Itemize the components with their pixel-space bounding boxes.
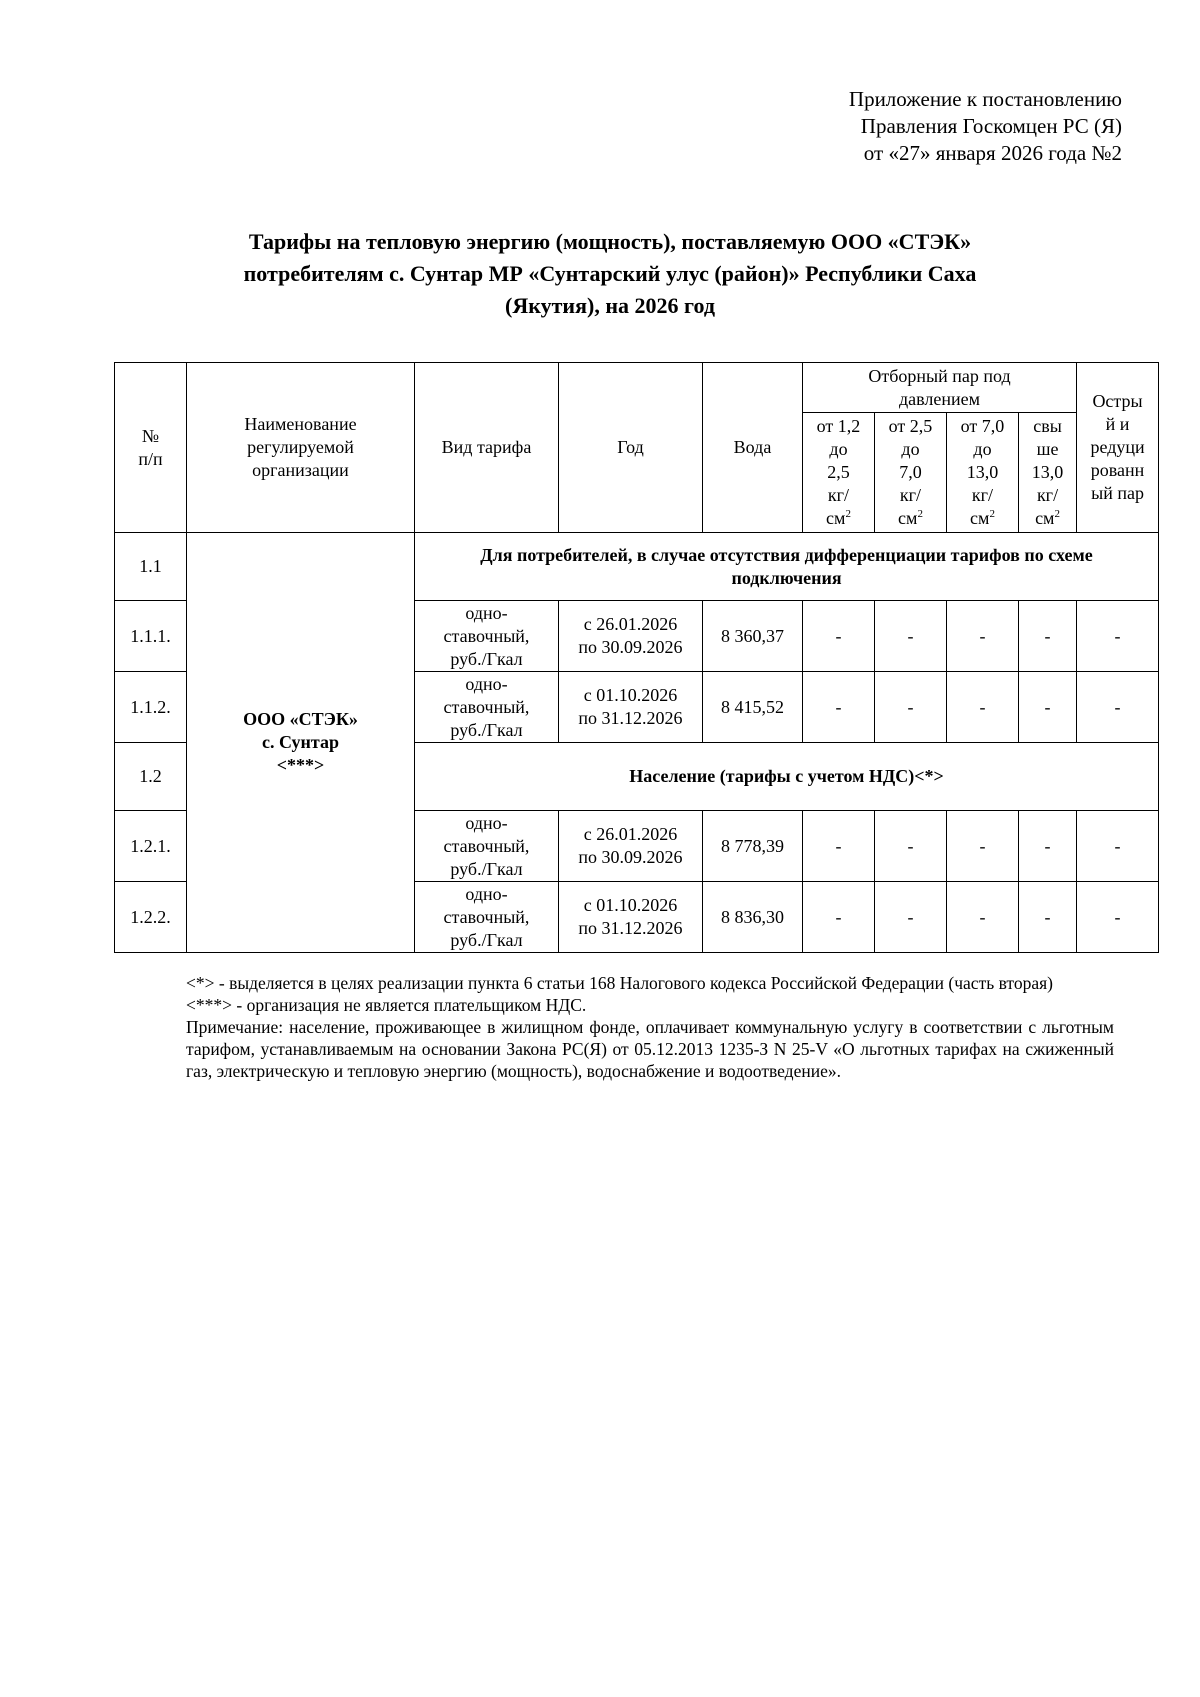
cell-line: с 26.01.2026	[583, 824, 678, 844]
header-pressure-3	[947, 413, 1019, 533]
cell-line: по 30.09.2026	[578, 637, 683, 657]
group-title-line: Население (тарифы с учетом НДС)<*>	[629, 766, 944, 786]
unit-power: 2	[845, 508, 851, 520]
cell-line: по 31.12.2026	[578, 918, 683, 938]
header-text: Отборный пар под	[868, 365, 1011, 386]
cell-line: одно-	[465, 883, 508, 904]
row-num: 1.2.1.	[115, 811, 187, 882]
org-line: ООО «СТЭК»	[243, 709, 358, 729]
dash-cell: -	[1077, 882, 1159, 953]
cell-line: ставочный,	[443, 696, 530, 717]
dash-cell: -	[875, 672, 947, 743]
dash-cell: -	[947, 811, 1019, 882]
period-cell	[559, 882, 703, 953]
cell-line: одно-	[465, 673, 508, 694]
dash-cell: -	[947, 882, 1019, 953]
header-text: ый пар	[1091, 483, 1144, 503]
appendix-line: от «27» января 2026 года №2	[863, 141, 1122, 165]
header-text: кг/	[971, 485, 994, 505]
header-text: 13,0	[966, 462, 999, 482]
unit: см	[826, 508, 846, 528]
unit-power: 2	[917, 508, 923, 520]
header-pressure-2	[875, 413, 947, 533]
water-cell: 8 415,52	[703, 672, 803, 743]
cell-line: по 31.12.2026	[578, 708, 683, 728]
group-title	[415, 743, 1159, 811]
header-text: п/п	[138, 448, 163, 469]
header-text: свы	[1033, 416, 1062, 436]
period-cell	[559, 811, 703, 882]
dash-cell: -	[1019, 811, 1077, 882]
dash-cell: -	[947, 601, 1019, 672]
period-cell	[559, 672, 703, 743]
dash-cell: -	[803, 811, 875, 882]
document-title	[180, 226, 1040, 322]
tariff-type-cell	[415, 882, 559, 953]
row-num: 1.1.2.	[115, 672, 187, 743]
tariff-type-cell	[415, 811, 559, 882]
dash-cell: -	[875, 811, 947, 882]
dash-cell: -	[803, 882, 875, 953]
cell-line: с 26.01.2026	[583, 614, 678, 634]
header-text: от 2,5	[888, 416, 933, 436]
header-steam	[803, 363, 1077, 413]
unit-power: 2	[989, 508, 995, 520]
header-text: давлением	[899, 388, 981, 409]
header-organization	[187, 363, 415, 533]
dash-cell: -	[1077, 811, 1159, 882]
header-text: до	[829, 439, 848, 459]
header-num	[115, 363, 187, 533]
cell-line: ставочный,	[443, 835, 530, 856]
water-cell: 8 360,37	[703, 601, 803, 672]
row-num: 1.1.1.	[115, 601, 187, 672]
cell-line: одно-	[465, 812, 508, 833]
footnotes	[186, 972, 1114, 1082]
water-cell: 8 778,39	[703, 811, 803, 882]
header-text	[1020, 507, 1075, 530]
title-line: (Якутия), на 2026 год	[505, 293, 715, 318]
header-text: Наименование	[244, 414, 357, 434]
row-num: 1.2.2.	[115, 882, 187, 953]
header-text: регулируемой	[247, 437, 354, 457]
header-text	[804, 507, 873, 530]
header-text: ше	[1036, 439, 1059, 459]
dash-cell: -	[803, 672, 875, 743]
header-text: 13,0	[1031, 462, 1064, 482]
header-text: от 7,0	[960, 416, 1005, 436]
header-text: 7,0	[899, 462, 922, 482]
header-text	[948, 507, 1017, 530]
header-text: до	[973, 439, 992, 459]
tariff-type-cell	[415, 672, 559, 743]
dash-cell: -	[803, 601, 875, 672]
header-text: 2,5	[827, 462, 850, 482]
cell-line: ставочный,	[443, 906, 530, 927]
cell-line: одно-	[465, 602, 508, 623]
header-text	[876, 507, 945, 530]
group-num: 1.2	[115, 743, 187, 811]
header-pressure-4	[1019, 413, 1077, 533]
cell-line: ставочный,	[443, 625, 530, 646]
header-text: №	[141, 425, 160, 446]
group-title	[415, 533, 1159, 601]
unit: см	[970, 508, 990, 528]
header-text: редуци	[1090, 437, 1145, 457]
group-num: 1.1	[115, 533, 187, 601]
dash-cell: -	[875, 882, 947, 953]
header-text: й и	[1105, 414, 1130, 434]
dash-cell: -	[947, 672, 1019, 743]
header-sharp-steam	[1077, 363, 1159, 533]
dash-cell: -	[1077, 601, 1159, 672]
header-pressure-1	[803, 413, 875, 533]
organization-cell	[187, 533, 415, 953]
dash-cell: -	[875, 601, 947, 672]
header-text: Остры	[1092, 391, 1143, 411]
dash-cell: -	[1077, 672, 1159, 743]
unit-power: 2	[1054, 508, 1060, 520]
header-text: кг/	[827, 485, 850, 505]
unit: см	[1035, 508, 1055, 528]
dash-cell: -	[1019, 601, 1077, 672]
unit: см	[898, 508, 918, 528]
dash-cell: -	[1019, 882, 1077, 953]
cell-line: с 01.10.2026	[583, 685, 678, 705]
cell-line: руб./Гкал	[450, 648, 523, 669]
cell-line: с 01.10.2026	[583, 895, 678, 915]
tariff-type-cell	[415, 601, 559, 672]
footnote-not-vat-payer: <***> - организация не является плательщиком НДС.	[186, 995, 587, 1015]
group-title-line: Для потребителей, в случае отсутствия дифференциации тарифов по схеме	[480, 544, 1093, 565]
org-line: <***>	[276, 755, 325, 775]
header-water: Вода	[703, 363, 803, 533]
tariff-table	[114, 362, 1159, 953]
appendix-line: Правления Госкомцен РС (Я)	[860, 114, 1122, 138]
footnote-vat: <*> - выделяется в целях реализации пункта 6 статьи 168 Налогового кодекса Российской Федерации (часть вторая)	[186, 973, 1053, 993]
header-text: кг/	[899, 485, 922, 505]
header-year: Год	[559, 363, 703, 533]
cell-line: руб./Гкал	[450, 929, 523, 950]
header-text: до	[901, 439, 920, 459]
header-text: от 1,2	[816, 416, 861, 436]
cell-line: по 30.09.2026	[578, 847, 683, 867]
title-line: потребителям с. Сунтар МР «Сунтарский улус (район)» Республики Саха	[243, 261, 977, 286]
header-text: кг/	[1036, 485, 1059, 505]
org-line: с. Сунтар	[262, 732, 339, 752]
group-title-line: подключения	[731, 567, 842, 588]
header-text: рованн	[1090, 460, 1145, 480]
appendix-header	[849, 86, 1122, 167]
water-cell: 8 836,30	[703, 882, 803, 953]
header-tariff-type: Вид тарифа	[415, 363, 559, 533]
cell-line: руб./Гкал	[450, 858, 523, 879]
header-text: организации	[252, 460, 349, 480]
cell-line: руб./Гкал	[450, 719, 523, 740]
period-cell	[559, 601, 703, 672]
title-line: Тарифы на тепловую энергию (мощность), поставляемую ООО «СТЭК»	[248, 229, 972, 254]
footnote-remark: Примечание: население, проживающее в жилищном фонде, оплачивает коммунальную услугу в соответствии с льготным тарифом, устанавливаемым на основании Закона РС(Я) от 05.12.2013 1235-З N 25-V «О льготных тарифах на сжиженный газ, электрическую и тепловую энергию (мощность), водоснабжение и водоотведение».	[186, 1017, 1114, 1081]
dash-cell: -	[1019, 672, 1077, 743]
appendix-line: Приложение к постановлению	[848, 87, 1122, 111]
